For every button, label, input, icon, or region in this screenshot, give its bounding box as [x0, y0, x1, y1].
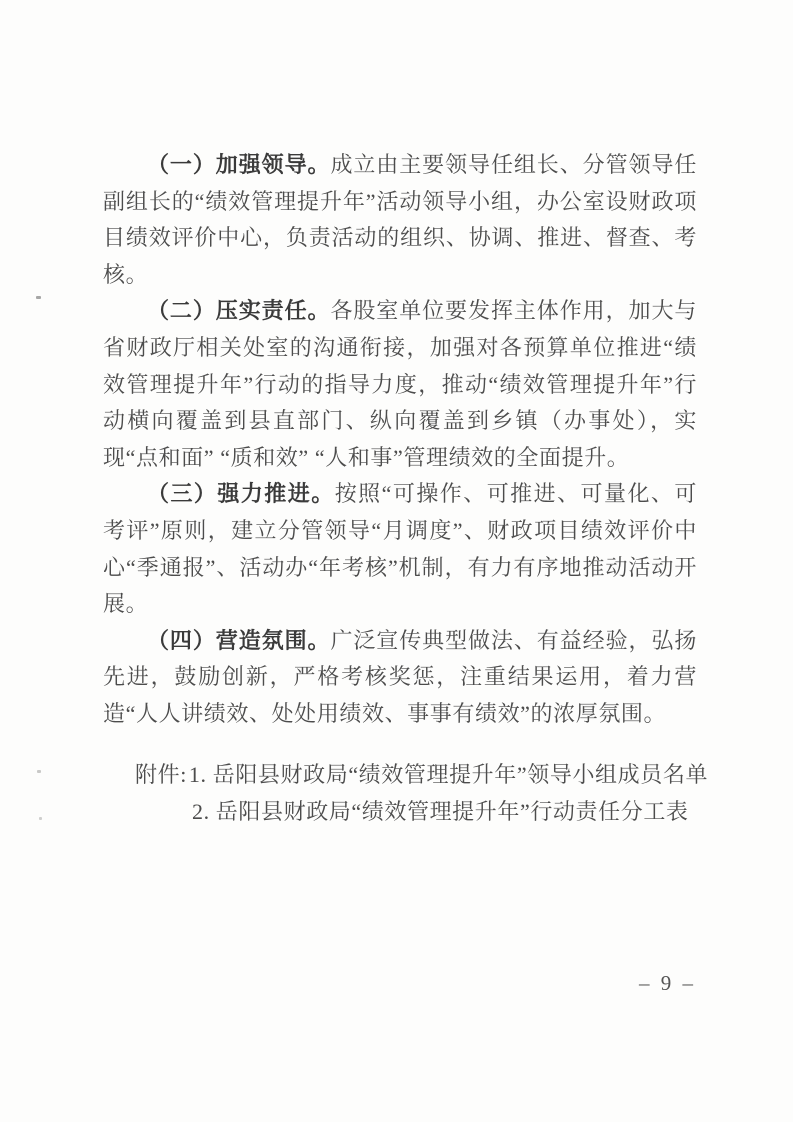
attachment-item: 2. 岳阳县财政局“绩效管理提升年”行动责任分工表 — [192, 799, 689, 824]
paragraph-heading: （一）加强领导。 — [147, 152, 331, 177]
attachments-line-1 — [135, 756, 709, 794]
paragraph-heading: （四）营造氛围。 — [147, 627, 331, 653]
scan-speck — [36, 296, 41, 299]
attachments-label: 附件: — [135, 761, 187, 787]
attachment-item: 1. 岳阳县财政局“绩效管理提升年”领导小组成员名单 — [188, 761, 709, 787]
scan-speck — [37, 770, 41, 773]
paragraph-body: 成立由主要领导任组长、分管领导任副组长的“绩效管理提升年”活动领导小组，办公室设财政项目绩效评价中心，负责活动的组织、协调、推进、督查、考核。 — [103, 152, 697, 287]
paragraph-body: 按照“可操作、可推进、可量化、可考评”原则，建立分管领导“月调度”、财政项目绩效评价中心“季通报”、活动办“年考核”机制，有力有序地推动活动开展。 — [103, 481, 697, 617]
page-number: – 9 – — [639, 971, 696, 995]
paragraph-body: 广泛宣传典型做法、有益经验，弘扬先进，鼓励创新，严格考核奖惩，注重结果运用，着力营造“人人讲绩效、处处用绩效、事事有绩效”的浓厚氛围。 — [103, 627, 697, 726]
paragraph — [103, 623, 697, 733]
document-content — [103, 147, 709, 831]
paragraph — [103, 147, 697, 293]
paragraph-heading: （三）强力推进。 — [147, 481, 335, 507]
paragraph-body: 各股室单位要发挥主体作用，加大与省财政厅相关处室的沟通衔接，加强对各预算单位推进“绩效管理提升年”行动的指导力度，推动“绩效管理提升年”行动横向覆盖到县直部门、纵向覆盖到乡镇（办事处），实现“点和面” “质和效” “人和事”管理绩效的全面提升。 — [103, 298, 697, 470]
paragraph-heading: （二）压实责任。 — [147, 298, 331, 324]
attachments-line-2 — [135, 793, 697, 831]
paragraph — [103, 293, 697, 476]
attachments-block — [103, 756, 709, 831]
paragraph — [103, 476, 697, 622]
scan-speck — [39, 817, 42, 820]
